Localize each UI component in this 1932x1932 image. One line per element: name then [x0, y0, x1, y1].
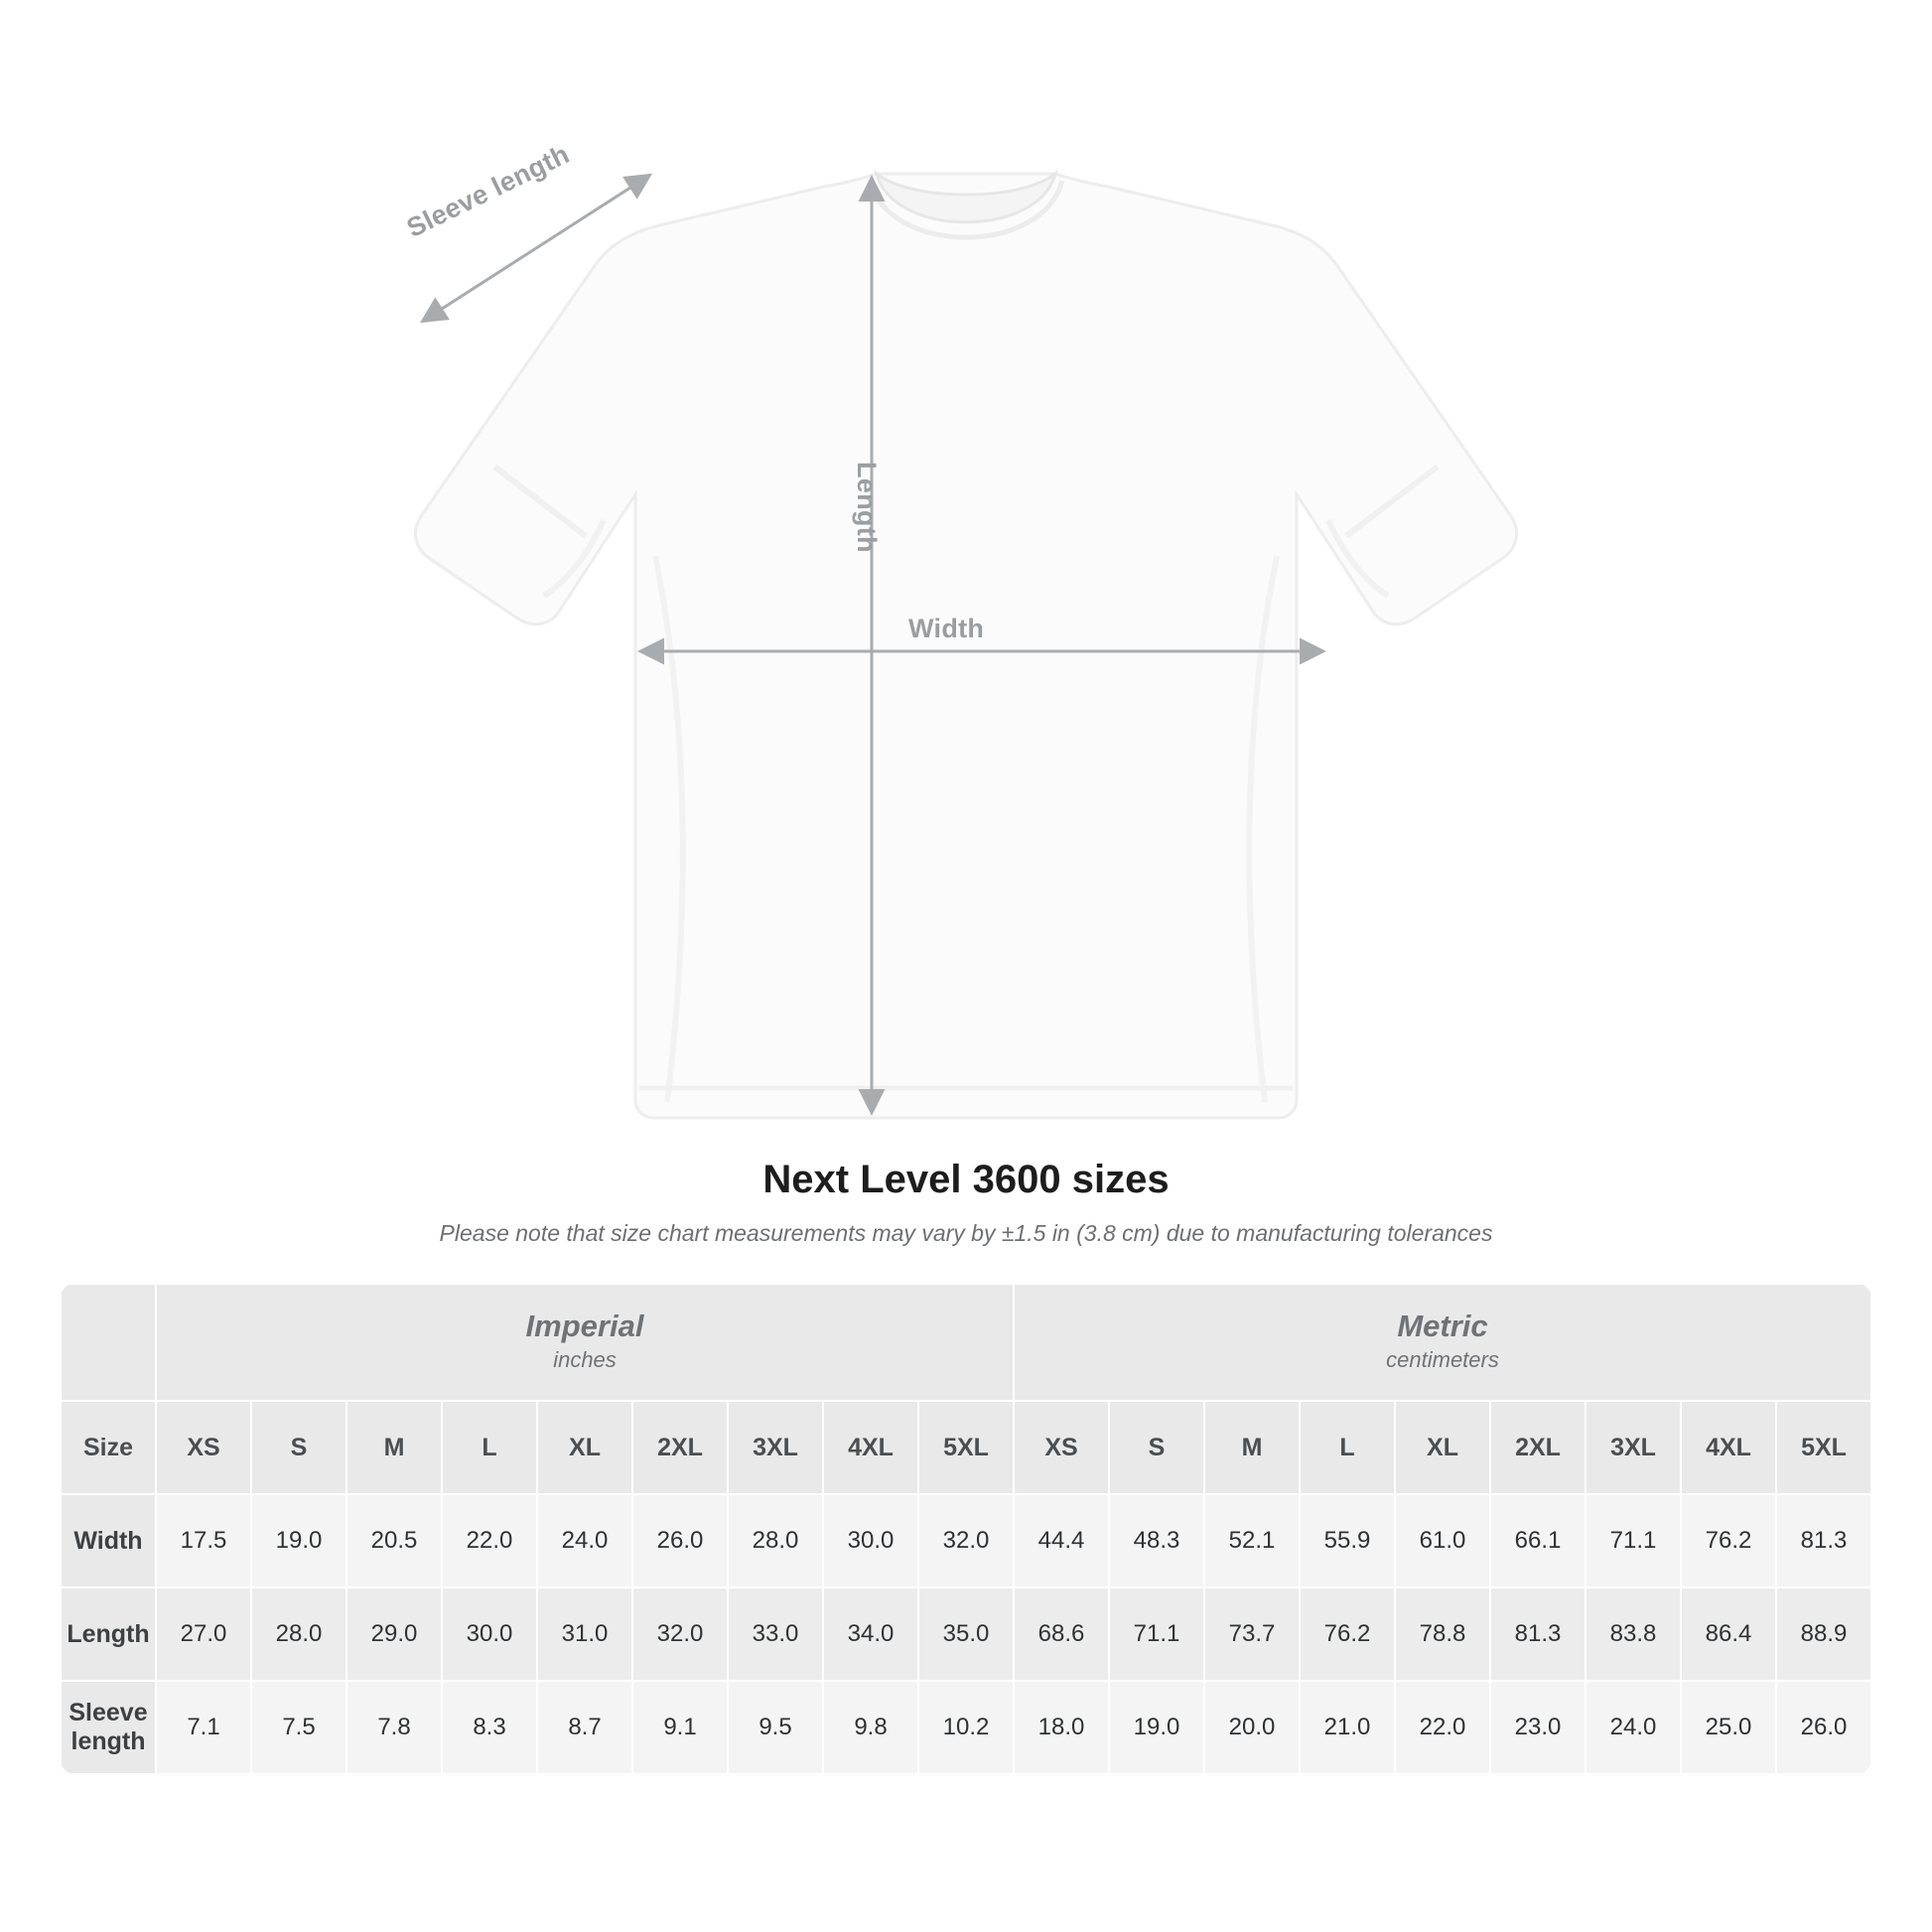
cell: 20.0	[1204, 1681, 1300, 1774]
size-header-label: Size	[61, 1401, 156, 1494]
size-header-cell: XS	[156, 1401, 251, 1494]
cell: 48.3	[1109, 1494, 1204, 1587]
tolerance-note: Please note that size chart measurements may vary by ±1.5 in (3.8 cm) due to manufacturing tolerances	[439, 1220, 1493, 1246]
cell: 19.0	[1109, 1681, 1204, 1774]
size-header-cell: L	[442, 1401, 537, 1494]
cell: 22.0	[442, 1494, 537, 1587]
unit-group-row	[61, 1284, 1871, 1401]
cell: 8.3	[442, 1681, 537, 1774]
cell: 44.4	[1014, 1494, 1109, 1587]
cell: 81.3	[1490, 1587, 1586, 1681]
cell: 31.0	[537, 1587, 632, 1681]
cell: 9.8	[823, 1681, 918, 1774]
unit-group-metric-sub: centimeters	[1386, 1347, 1499, 1373]
size-header-cell: M	[346, 1401, 442, 1494]
cell: 66.1	[1490, 1494, 1586, 1587]
cell: 83.8	[1586, 1587, 1681, 1681]
row-label-length: Length	[61, 1587, 156, 1681]
table-row	[61, 1681, 1871, 1774]
size-header-cell: 4XL	[1681, 1401, 1776, 1494]
title-block	[0, 1158, 1932, 1247]
cell: 19.0	[251, 1494, 346, 1587]
cell: 32.0	[632, 1587, 728, 1681]
cell: 81.3	[1776, 1494, 1871, 1587]
unit-group-imperial	[156, 1284, 1014, 1401]
table-corner-cell	[61, 1284, 156, 1401]
cell: 78.8	[1395, 1587, 1490, 1681]
page-title: Next Level 3600 sizes	[762, 1158, 1170, 1201]
cell: 17.5	[156, 1494, 251, 1587]
size-table-wrapper	[60, 1283, 1872, 1775]
cell: 25.0	[1681, 1681, 1776, 1774]
cell: 23.0	[1490, 1681, 1586, 1774]
table-row	[61, 1587, 1871, 1681]
cell: 71.1	[1586, 1494, 1681, 1587]
cell: 20.5	[346, 1494, 442, 1587]
cell: 52.1	[1204, 1494, 1300, 1587]
width-dimension-label: Width	[908, 614, 985, 643]
cell: 7.1	[156, 1681, 251, 1774]
size-header-cell: 2XL	[1490, 1401, 1586, 1494]
cell: 30.0	[442, 1587, 537, 1681]
cell: 76.2	[1681, 1494, 1776, 1587]
cell: 9.5	[728, 1681, 823, 1774]
cell: 24.0	[1586, 1681, 1681, 1774]
row-label-sleeve-length: Sleeve length	[61, 1681, 156, 1774]
size-header-cell: XL	[537, 1401, 632, 1494]
size-header-cell: S	[251, 1401, 346, 1494]
size-header-cell: 2XL	[632, 1401, 728, 1494]
unit-group-imperial-name: Imperial	[525, 1308, 644, 1343]
cell: 22.0	[1395, 1681, 1490, 1774]
cell: 71.1	[1109, 1587, 1204, 1681]
cell: 26.0	[632, 1494, 728, 1587]
size-header-cell: 5XL	[918, 1401, 1014, 1494]
cell: 28.0	[251, 1587, 346, 1681]
size-header-cell: 5XL	[1776, 1401, 1871, 1494]
cell: 34.0	[823, 1587, 918, 1681]
cell: 73.7	[1204, 1587, 1300, 1681]
size-header-cell: XS	[1014, 1401, 1109, 1494]
size-header-row	[61, 1401, 1871, 1494]
unit-group-metric-name: Metric	[1397, 1308, 1488, 1343]
cell: 10.2	[918, 1681, 1014, 1774]
cell: 18.0	[1014, 1681, 1109, 1774]
cell: 29.0	[346, 1587, 442, 1681]
cell: 24.0	[537, 1494, 632, 1587]
cell: 61.0	[1395, 1494, 1490, 1587]
size-header-cell: 3XL	[1586, 1401, 1681, 1494]
cell: 7.5	[251, 1681, 346, 1774]
cell: 8.7	[537, 1681, 632, 1774]
row-label-width: Width	[61, 1494, 156, 1587]
size-header-cell: S	[1109, 1401, 1204, 1494]
cell: 55.9	[1300, 1494, 1395, 1587]
size-header-cell: 4XL	[823, 1401, 918, 1494]
cell: 35.0	[918, 1587, 1014, 1681]
size-header-cell: 3XL	[728, 1401, 823, 1494]
size-table	[60, 1283, 1872, 1775]
table-row	[61, 1494, 1871, 1587]
cell: 27.0	[156, 1587, 251, 1681]
length-dimension-label: Length	[852, 462, 882, 553]
cell: 86.4	[1681, 1587, 1776, 1681]
cell: 9.1	[632, 1681, 728, 1774]
cell: 33.0	[728, 1587, 823, 1681]
cell: 21.0	[1300, 1681, 1395, 1774]
cell: 28.0	[728, 1494, 823, 1587]
size-header-cell: XL	[1395, 1401, 1490, 1494]
cell: 76.2	[1300, 1587, 1395, 1681]
cell: 30.0	[823, 1494, 918, 1587]
size-header-cell: L	[1300, 1401, 1395, 1494]
cell: 88.9	[1776, 1587, 1871, 1681]
cell: 7.8	[346, 1681, 442, 1774]
cell: 26.0	[1776, 1681, 1871, 1774]
unit-group-metric	[1014, 1284, 1871, 1401]
unit-group-imperial-sub: inches	[553, 1347, 617, 1373]
cell: 32.0	[918, 1494, 1014, 1587]
size-header-cell: M	[1204, 1401, 1300, 1494]
cell: 68.6	[1014, 1587, 1109, 1681]
sleeve-length-dimension-label: Sleeve length	[402, 138, 575, 243]
